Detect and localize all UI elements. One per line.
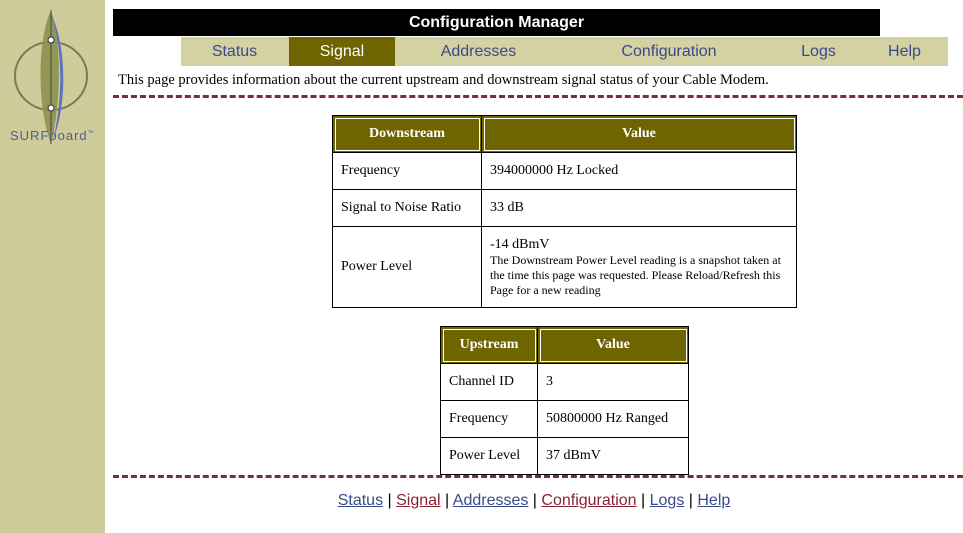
divider-bottom xyxy=(113,475,963,478)
tab-configuration[interactable]: Configuration xyxy=(621,43,717,60)
row-value-cell xyxy=(482,227,797,308)
row-label: Signal to Noise Ratio xyxy=(333,190,482,227)
footer-links: Status | Signal | Addresses | Configuration | Logs | Help xyxy=(337,492,731,509)
footer-link-logs[interactable]: Logs xyxy=(649,492,685,509)
row-value: 394000000 Hz Locked xyxy=(482,153,797,190)
footer-link-signal[interactable]: Signal xyxy=(396,492,441,509)
divider-top xyxy=(113,95,963,98)
row-label: Channel ID xyxy=(441,364,538,401)
table-row xyxy=(441,401,689,438)
table-row xyxy=(441,364,689,401)
table-row xyxy=(333,190,797,227)
row-label: Frequency xyxy=(333,153,482,190)
tab-status[interactable]: Status xyxy=(211,43,258,60)
row-value: -14 dBmV xyxy=(490,236,550,252)
page-title: Configuration Manager xyxy=(113,9,880,36)
table-row xyxy=(441,438,689,475)
row-value: 37 dBmV xyxy=(538,438,689,475)
row-value: 50800000 Hz Ranged xyxy=(538,401,689,438)
row-value: 3 xyxy=(538,364,689,401)
downstream-table xyxy=(332,115,797,308)
surfboard-logo-icon xyxy=(8,8,98,148)
tab-help[interactable]: Help xyxy=(888,43,921,60)
tab-addresses[interactable]: Addresses xyxy=(440,43,517,60)
footer-link-addresses[interactable]: Addresses xyxy=(452,492,529,509)
table-row xyxy=(333,227,797,308)
sidebar xyxy=(0,0,105,533)
footer-link-status[interactable]: Status xyxy=(337,492,384,509)
downstream-header: Downstream xyxy=(333,116,482,153)
logo-text: SURFboard™ xyxy=(10,128,95,143)
upstream-table xyxy=(440,326,689,475)
tab-signal[interactable]: Signal xyxy=(289,37,395,66)
row-value: 33 dB xyxy=(482,190,797,227)
power-level-note: The Downstream Power Level reading is a snapshot taken at the time this page was requested. Please Reload/Refresh this Page for a new reading xyxy=(490,252,781,297)
upstream-header: Upstream xyxy=(441,327,538,364)
row-label: Power Level xyxy=(441,438,538,475)
table-row xyxy=(333,153,797,190)
footer-link-configuration[interactable]: Configuration xyxy=(541,492,637,509)
intro-text: This page provides information about the current upstream and downstream signal status of your Cable Modem. xyxy=(118,72,769,88)
row-label: Frequency xyxy=(441,401,538,438)
upstream-value-header: Value xyxy=(538,327,689,364)
downstream-value-header: Value xyxy=(482,116,797,153)
nav-bar xyxy=(181,37,948,66)
tab-logs[interactable]: Logs xyxy=(801,43,836,60)
row-label: Power Level xyxy=(333,227,482,308)
footer-link-help[interactable]: Help xyxy=(697,492,731,509)
